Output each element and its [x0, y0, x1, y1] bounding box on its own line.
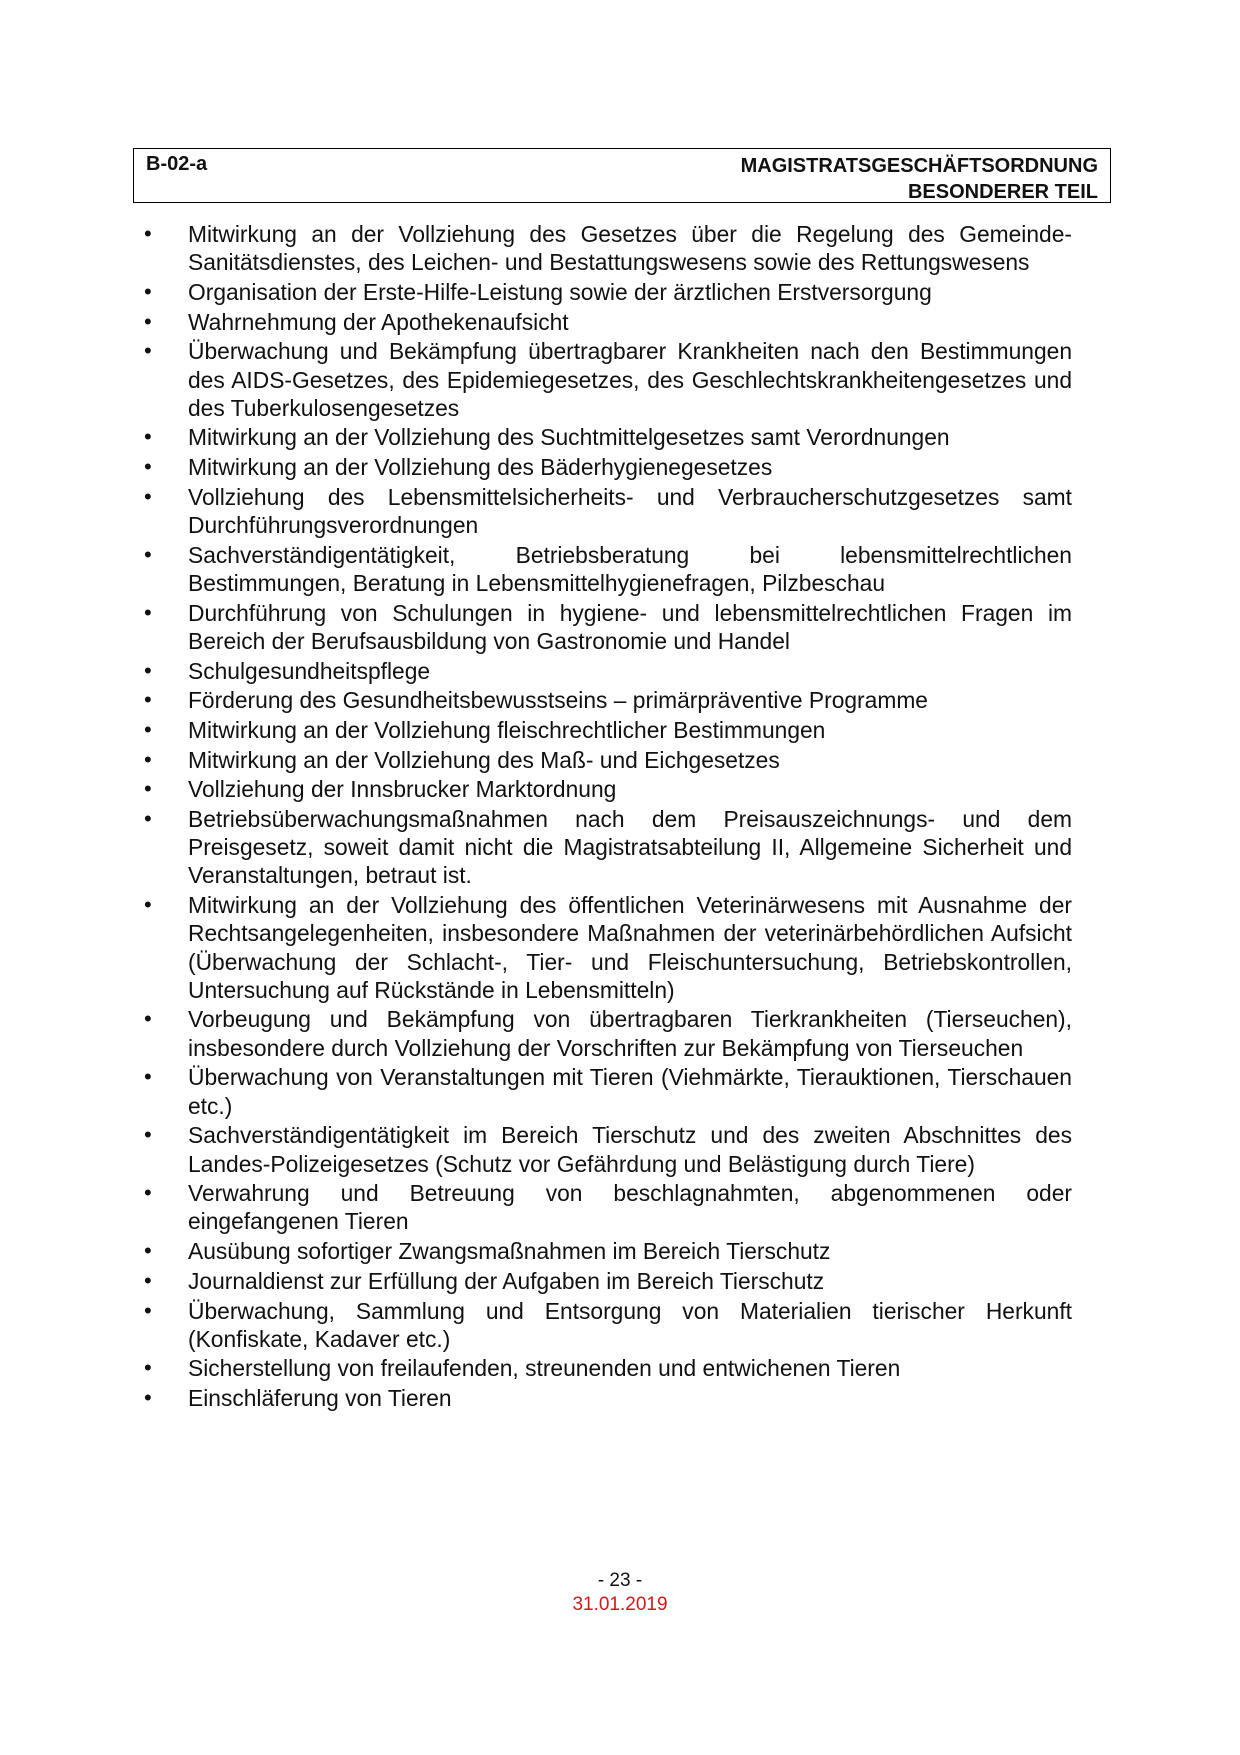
- bullet-icon: •: [144, 1355, 152, 1381]
- bullet-icon: •: [144, 1006, 152, 1032]
- bullet-icon: •: [144, 1122, 152, 1148]
- list-item-text: Mitwirkung an der Vollziehung des Suchtmittelgesetzes samt Verordnungen: [188, 424, 950, 451]
- list-item-text: Vollziehung der Innsbrucker Marktordnung: [188, 776, 617, 803]
- list-item: [140, 453, 1072, 481]
- list-item-text: Sachverständigentätigkeit, Betriebsberatung bei lebensmittelrechtlichen Bestimmungen, Beratung in Lebensmittelhygienefragen, Pilzbeschau: [188, 541, 1072, 596]
- document-header: [133, 148, 1111, 203]
- document-title-line1: MAGISTRATSGESCHÄFTSORDNUNG: [740, 155, 1098, 177]
- bullet-icon: •: [144, 541, 152, 567]
- bullet-icon: •: [144, 278, 152, 304]
- bullet-icon: •: [144, 338, 152, 364]
- bullet-icon: •: [144, 1238, 152, 1264]
- bullet-icon: •: [144, 806, 152, 832]
- list-item-text: Mitwirkung an der Vollziehung des Gesetzes über die Regelung des Gemeinde-Sanitätsdienstes, des Leichen- und Bestattungswesens sowie des Rettungswesens: [188, 221, 1072, 276]
- list-item: [140, 1005, 1072, 1061]
- list-item: [140, 220, 1072, 276]
- list-item: [140, 1354, 1072, 1382]
- list-item-text: Schulgesundheitspflege: [188, 657, 431, 684]
- list-item-text: Überwachung und Bekämpfung übertragbarer Krankheiten nach den Bestimmungen des AIDS-Gesetzes, des Epidemiegesetzes, des Geschlechtskrankheitengesetzes und des Tuberkulosengesetzes: [188, 338, 1072, 421]
- list-item-text: Überwachung von Veranstaltungen mit Tieren (Viehmärkte, Tierauktionen, Tierschauen etc.): [188, 1064, 1072, 1119]
- bullet-icon: •: [144, 454, 152, 480]
- list-item: [140, 541, 1072, 597]
- list-item: [140, 483, 1072, 539]
- list-item-text: Sachverständigentätigkeit im Bereich Tierschutz und des zweiten Abschnittes des Landes-Polizeigesetzes (Schutz vor Gefährdung und Belästigung durch Tiere): [188, 1122, 1072, 1177]
- bullet-icon: •: [144, 424, 152, 450]
- list-item: [140, 1384, 1072, 1412]
- list-item: [140, 599, 1072, 655]
- list-item: [140, 1063, 1072, 1119]
- bullet-icon: •: [144, 599, 152, 625]
- list-item: [140, 1267, 1072, 1295]
- bullet-icon: •: [144, 892, 152, 918]
- list-item: [140, 686, 1072, 714]
- list-item: [140, 423, 1072, 451]
- list-item-text: Mitwirkung an der Vollziehung fleischrechtlicher Bestimmungen: [188, 716, 826, 743]
- list-item: [140, 337, 1072, 422]
- list-item-text: Vollziehung des Lebensmittelsicherheits- und Verbraucherschutzgesetzes samt Durchführungsverordnungen: [188, 483, 1072, 539]
- bullet-icon: •: [144, 1267, 152, 1293]
- list-item: [140, 1297, 1072, 1353]
- footer-date: 31.01.2019: [572, 1594, 668, 1615]
- bullet-icon: •: [144, 716, 152, 742]
- bullet-icon: •: [144, 1385, 152, 1411]
- list-item: [140, 775, 1072, 803]
- bullet-icon: •: [144, 1180, 152, 1206]
- bullet-icon: •: [144, 776, 152, 802]
- list-item-text: Überwachung, Sammlung und Entsorgung von Materialien tierischer Herkunft (Konfiskate, Kadaver etc.): [188, 1297, 1072, 1352]
- list-item-text: Organisation der Erste-Hilfe-Leistung sowie der ärztlichen Erstversorgung: [188, 278, 932, 305]
- bullet-icon: •: [144, 1064, 152, 1090]
- list-item-text: Verwahrung und Betreuung von beschlagnahmten, abgenommenen oder eingefangenen Tieren: [188, 1180, 1072, 1235]
- list-item-text: Wahrnehmung der Apothekenaufsicht: [188, 308, 569, 335]
- list-item-text: Durchführung von Schulungen in hygiene- und lebensmittelrechtlichen Fragen im Bereich der Berufsausbildung von Gastronomie und Handel: [188, 599, 1072, 654]
- document-code: B-02-a: [146, 153, 208, 175]
- list-item: [140, 805, 1072, 890]
- list-item: [140, 746, 1072, 774]
- list-item-text: Betriebsüberwachungsmaßnahmen nach dem Preisauszeichnungs- und dem Preisgesetz, soweit damit nicht die Magistratsabteilung II, Allgemeine Sicherheit und Veranstaltungen, betraut ist.: [188, 806, 1072, 889]
- document-title-line2: BESONDERER TEIL: [907, 181, 1098, 203]
- list-item: [140, 1237, 1072, 1265]
- bullet-icon: •: [144, 221, 152, 246]
- bullet-icon: •: [144, 1297, 152, 1323]
- list-item: [140, 1121, 1072, 1177]
- list-item-text: Vorbeugung und Bekämpfung von übertragbaren Tierkrankheiten (Tierseuchen), insbesondere durch Vollziehung der Vorschriften zur Bekämpfung von Tierseuchen: [188, 1006, 1072, 1061]
- list-item-text: Einschläferung von Tieren: [188, 1385, 452, 1412]
- list-item: [140, 657, 1072, 685]
- list-item: [140, 891, 1072, 1004]
- list-item: [140, 278, 1072, 306]
- bullet-icon: •: [144, 657, 152, 683]
- bullet-icon: •: [144, 687, 152, 713]
- list-item-text: Mitwirkung an der Vollziehung des Maß- und Eichgesetzes: [188, 746, 780, 773]
- list-item-text: Mitwirkung an der Vollziehung des Bäderhygienegesetzes: [188, 454, 773, 481]
- list-item-text: Förderung des Gesundheitsbewusstseins – primärpräventive Programme: [188, 687, 928, 714]
- bullet-list: [140, 220, 1072, 1414]
- bullet-icon: •: [144, 308, 152, 334]
- list-item-text: Ausübung sofortiger Zwangsmaßnahmen im Bereich Tierschutz: [188, 1238, 831, 1265]
- list-item-text: Journaldienst zur Erfüllung der Aufgaben im Bereich Tierschutz: [188, 1267, 825, 1294]
- document-title: [741, 153, 1098, 205]
- list-item: [140, 308, 1072, 336]
- list-item: [140, 716, 1072, 744]
- bullet-icon: •: [144, 746, 152, 772]
- list-item: [140, 1179, 1072, 1235]
- list-item-text: Mitwirkung an der Vollziehung des öffentlichen Veterinärwesens mit Ausnahme der Rechtsangelegenheiten, insbesondere Maßnahmen der veterinärbehördlichen Aufsicht (Überwachung der Schlacht-, Tier- und Fleischuntersuchung, Betriebskontrollen, Untersuchung auf Rückstände in Lebensmitteln): [188, 892, 1072, 1003]
- bullet-icon: •: [144, 483, 152, 509]
- page-number: - 23 -: [597, 1570, 643, 1591]
- list-item-text: Sicherstellung von freilaufenden, streunenden und entwichenen Tieren: [188, 1355, 901, 1382]
